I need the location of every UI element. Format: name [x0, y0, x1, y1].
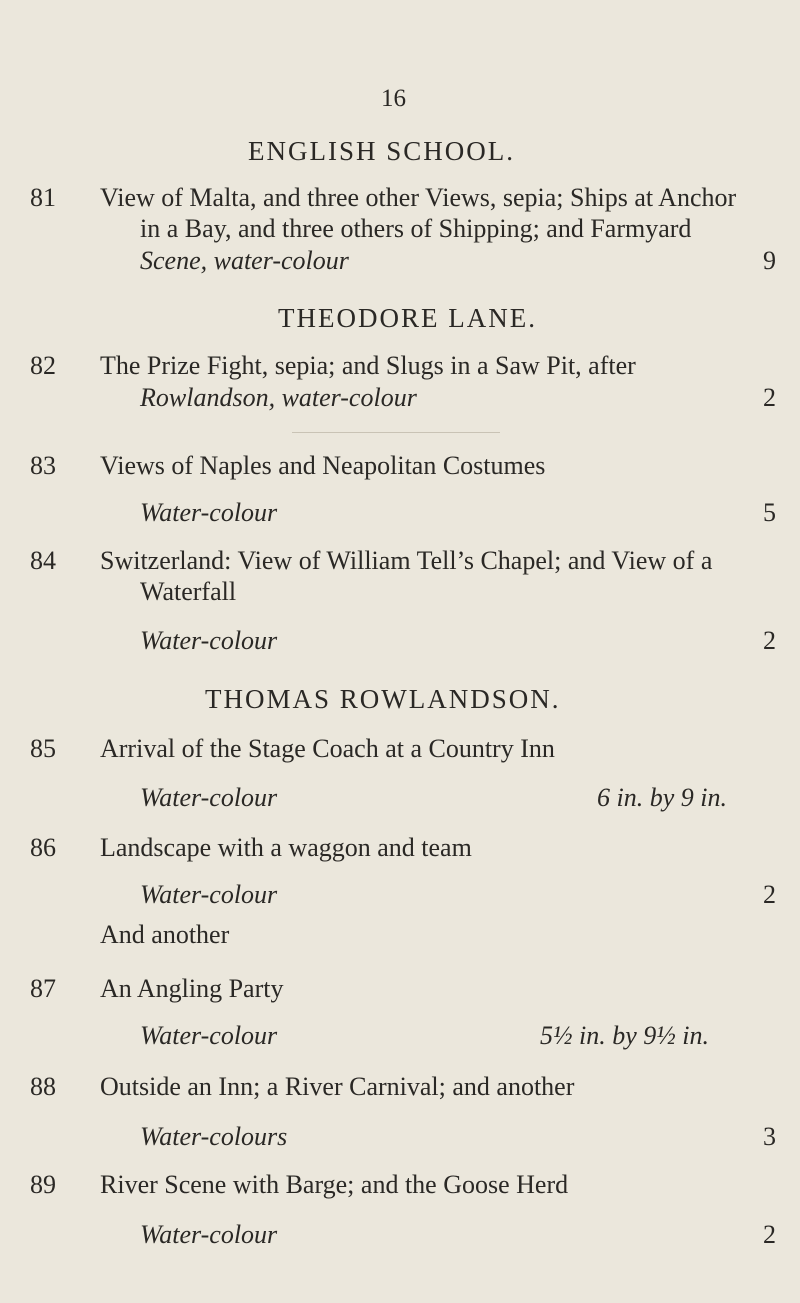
lot-number-82: 82 [30, 351, 56, 380]
lot-84-description-line2: Waterfall [140, 577, 237, 606]
lot-number-83: 83 [30, 451, 56, 480]
lot-85-medium: Water-colour [140, 783, 278, 812]
lot-82-description-line1: The Prize Fight, sepia; and Slugs in a Saw Pit, after [100, 351, 636, 380]
section-heading-theodore-lane: THEODORE LANE. [278, 303, 537, 333]
section-heading-thomas-rowlandson: THOMAS ROWLANDSON. [205, 684, 561, 714]
lot-82-quantity: 2 [763, 383, 776, 412]
lot-number-89: 89 [30, 1170, 56, 1199]
lot-84-medium: Water-colour [140, 626, 278, 655]
lot-86-medium: Water-colour [140, 880, 278, 909]
lot-88-description: Outside an Inn; a River Carnival; and another [100, 1072, 575, 1101]
lot-86-description: Landscape with a waggon and team [100, 833, 472, 862]
lot-number-84: 84 [30, 546, 56, 575]
lot-88-medium: Water-colours [140, 1122, 288, 1151]
lot-83-quantity: 5 [763, 498, 776, 527]
page-number: 16 [381, 85, 406, 112]
lot-81-description-line1: View of Malta, and three other Views, sepia; Ships at Anchor [100, 183, 737, 212]
lot-85-description: Arrival of the Stage Coach at a Country Inn [100, 734, 555, 763]
lot-86-extra: And another [100, 920, 230, 949]
lot-88-quantity: 3 [763, 1122, 776, 1151]
divider [292, 432, 500, 433]
lot-89-description: River Scene with Barge; and the Goose Herd [100, 1170, 569, 1199]
lot-83-description: Views of Naples and Neapolitan Costumes [100, 451, 546, 480]
lot-81-quantity: 9 [763, 246, 776, 275]
lot-number-81: 81 [30, 183, 56, 212]
lot-84-quantity: 2 [763, 626, 776, 655]
lot-85-dimensions: 6 in. by 9 in. [597, 783, 727, 812]
lot-87-medium: Water-colour [140, 1021, 278, 1050]
lot-81-medium: Scene, water-colour [140, 246, 349, 275]
lot-84-description-line1: Switzerland: View of William Tell’s Chapel; and View of a [100, 546, 713, 575]
lot-83-medium: Water-colour [140, 498, 278, 527]
lot-number-86: 86 [30, 833, 56, 862]
lot-82-medium: Rowlandson, water-colour [140, 383, 417, 412]
section-heading-english-school: ENGLISH SCHOOL. [248, 136, 516, 166]
lot-87-description: An Angling Party [100, 974, 284, 1003]
lot-number-87: 87 [30, 974, 56, 1003]
lot-89-quantity: 2 [763, 1220, 776, 1249]
lot-81-description-line2: in a Bay, and three others of Shipping; and Farmyard [140, 214, 692, 243]
lot-number-88: 88 [30, 1072, 56, 1101]
lot-86-quantity: 2 [763, 880, 776, 909]
lot-89-medium: Water-colour [140, 1220, 278, 1249]
lot-number-85: 85 [30, 734, 56, 763]
lot-87-dimensions: 5½ in. by 9½ in. [540, 1021, 709, 1050]
